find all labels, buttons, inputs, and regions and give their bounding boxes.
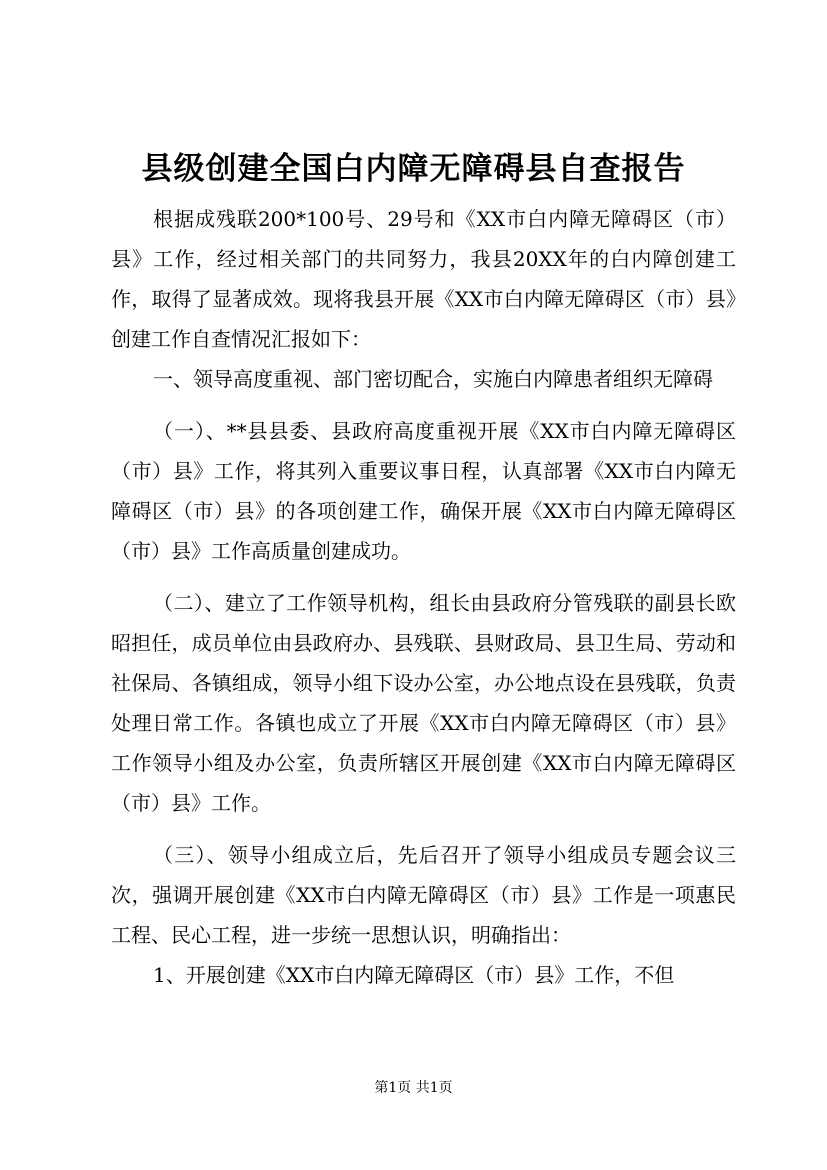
paragraph-subitem-1: 1、开展创建《XX市白内障无障碍区（市）县》工作，不但	[153, 963, 675, 987]
page-footer: 第1页 共1页	[374, 1080, 453, 1096]
section-heading-1: 一、领导高度重视、部门密切配合，实施白内障患者组织无障碍	[153, 367, 713, 391]
paragraph-item-1: （一）、**县县委、县政府高度重视开展《XX市白内障无障碍区（市）县》工作，将其列入重要议事日程，认真部署《XX市白内障无障碍区（市）县》的各项创建工作，确保开展《XX市白内障无障碍区（市）县》工作高质量创建成功。	[111, 419, 736, 563]
document-body	[111, 199, 736, 995]
paragraph-item-2: （二）、建立了工作领导机构，组长由县政府分管残联的副县长欧昭担任，成员单位由县政府办、县残联、县财政局、县卫生局、劳动和社保局、各镇组成，领导小组下设办公室，办公地点设在县残联，负责处理日常工作。各镇也成立了开展《XX市白内障无障碍区（市）县》工作领导小组及办公室，负责所辖区开展创建《XX市白内障无障碍区（市）县》工作。	[111, 591, 736, 815]
document-title: 县级创建全国白内障无障碍县自查报告	[141, 151, 686, 187]
paragraph-intro: 根据成残联200*100号、29号和《XX市白内障无障碍区（市）县》工作，经过相关部门的共同努力，我县20XX年的白内障创建工作，取得了显著成效。现将我县开展《XX市白内障无障碍区（市）县》创建工作自查情况汇报如下：	[111, 207, 736, 351]
paragraph-item-3: （三）、领导小组成立后，先后召开了领导小组成员专题会议三次，强调开展创建《XX市白内障无障碍区（市）县》工作是一项惠民工程、民心工程，进一步统一思想认识，明确指出：	[111, 843, 736, 947]
